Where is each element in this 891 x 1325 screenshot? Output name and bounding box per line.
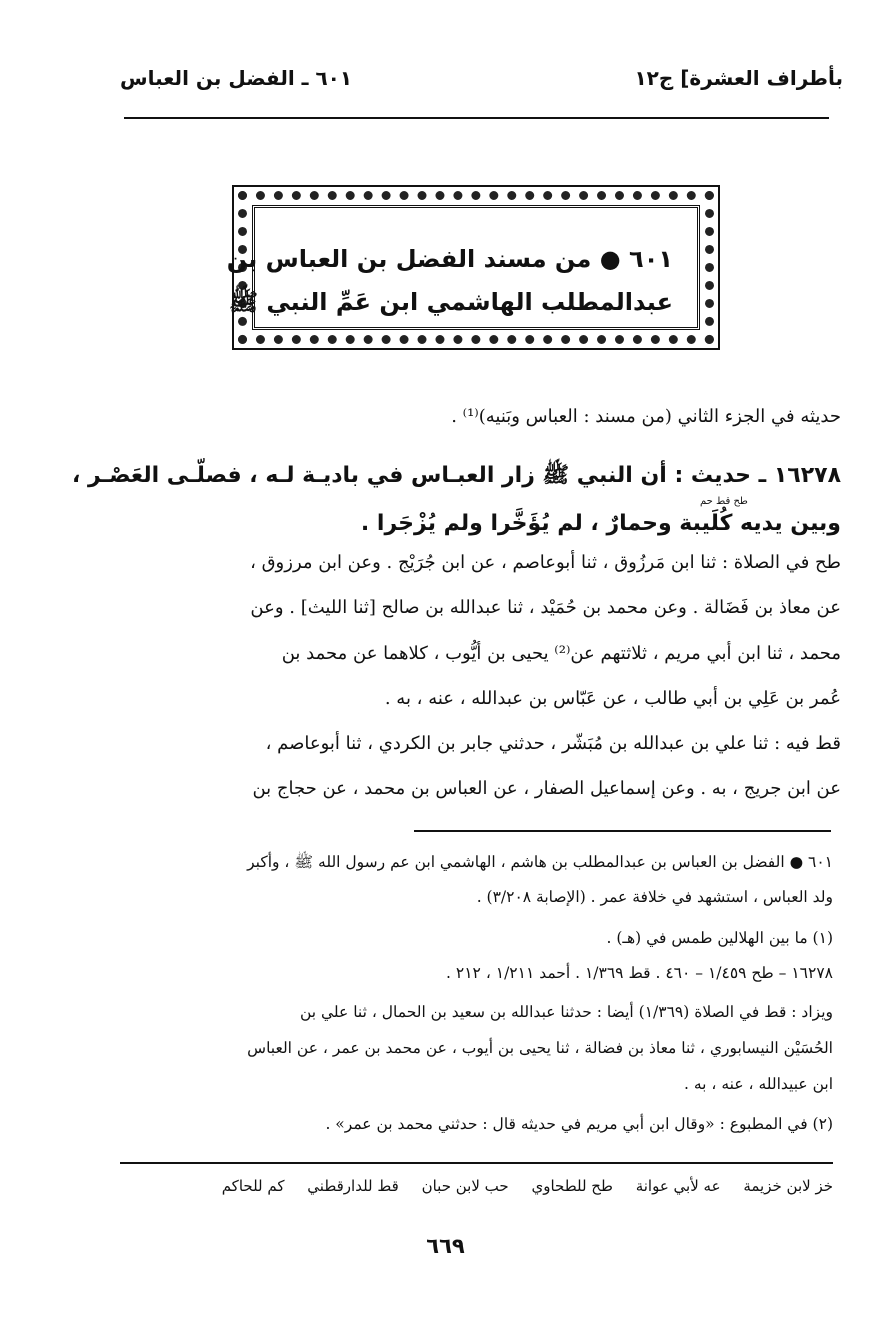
book-reference: بأطراف العشرة] ج١٢ [634,66,843,90]
section-heading: ٦٠١ ـ الفضل بن العباس [120,66,353,90]
abbreviation: عه لأبي عوانة [635,1177,721,1195]
running-header [120,66,843,106]
abbreviations-divider [120,1162,833,1164]
footnote-line: (١) ما بين الهلالين طمس في (هـ) . [606,929,833,947]
header-divider [124,117,829,119]
abbreviations-key [120,1177,833,1195]
body-line: محمد ، ثنا ابن أبي مريم ، ثلاثتهم عن⁽²⁾ يحيى بن أيُّوب ، كلاهما عن محمد بن [281,643,841,664]
footnote-line: ولد العباس ، استشهد في خلافة عمر . (الإصابة ٣/٢٠٨) . [476,888,833,906]
title-line-1: ٦٠١ ● من مسند الفضل بن العباس بن [226,245,673,273]
abbreviation: خز لابن خزيمة [743,1177,833,1195]
footnote-line: ويزاد : قط في الصلاة (١/٣٦٩) أيضا : حدثنا عبدالله بن سعيد بن الحمال ، ثنا علي بن [299,1003,833,1021]
hadith-line-2: وبين يديه كُلَيبة وحمارٌ ، لم يُؤَخَّرا ولم يُزْجَرا . [360,511,841,536]
title-frame [226,185,720,350]
abbreviation: حب لابن حبان [421,1177,509,1195]
abbreviation: قط للدارقطني [307,1177,399,1195]
footnote-line: الحُسَيْن النيسابوري ، ثنا معاذ بن فضالة ، ثنا يحيى بن أيوب ، عن محمد بن عمر ، عن العباس [247,1039,833,1057]
title-box [226,205,700,330]
body-line: عن ابن جريج ، به . وعن إسماعيل الصفار ، عن العباس بن محمد ، عن حجاج بن [252,778,841,799]
page-number: ٦٦٩ [426,1234,465,1258]
hadith-margin-note: طح قط حم [700,496,748,507]
footnote-line: ابن عبيدالله ، عنه ، به . [684,1075,833,1093]
footnote-line: ١٦٢٧٨ – طح ١/٤٥٩ – ٤٦٠ . قط ١/٣٦٩ . أحمد ١/٢١١ ، ٢١٢ . [446,964,833,982]
footnote-divider [414,830,831,832]
body-line: طح في الصلاة : ثنا ابن مَرزُوق ، ثنا أبوعاصم ، عن ابن جُرَيْج . وعن ابن مرزوق ، [250,552,841,573]
intro-line: حديثه في الجزء الثاني (من مسند : العباس وبَنيه)⁽¹⁾ . [451,406,841,427]
title-line-2: عبدالمطلب الهاشمي ابن عَمِّ النبي ﷺ [229,288,673,316]
hadith-line-1: ١٦٢٧٨ ـ حديث : أن النبي ﷺ زار العبـاس في باديـة لـه ، فصلّـى العَصْـر ، [72,463,841,488]
footnote-line: (٢) في المطبوع : «وقال ابن أبي مريم في حديثه قال : حدثني محمد بن عمر» . [325,1115,833,1133]
body-line: عُمر بن عَلِي بن أبي طالب ، عن عَبّاس بن عبدالله ، عنه ، به . [384,688,841,709]
abbreviation: طح للطحاوي [531,1177,613,1195]
abbreviation: كم للحاكم [221,1177,285,1195]
body-line: عن معاذ بن فَضَالة . وعن محمد بن حُمَيْد ، ثنا عبدالله بن صالح [ثنا الليث] . وعن [250,597,841,618]
body-line: قط فيه : ثنا علي بن عبدالله بن مُبَشّر ، حدثني جابر بن الكردي ، ثنا أبوعاصم ، [265,733,841,754]
footnote-line: ٦٠١ ● الفضل بن العباس بن عبدالمطلب بن هاشم ، الهاشمي ابن عم رسول الله ﷺ ، وأكبر [247,853,833,871]
